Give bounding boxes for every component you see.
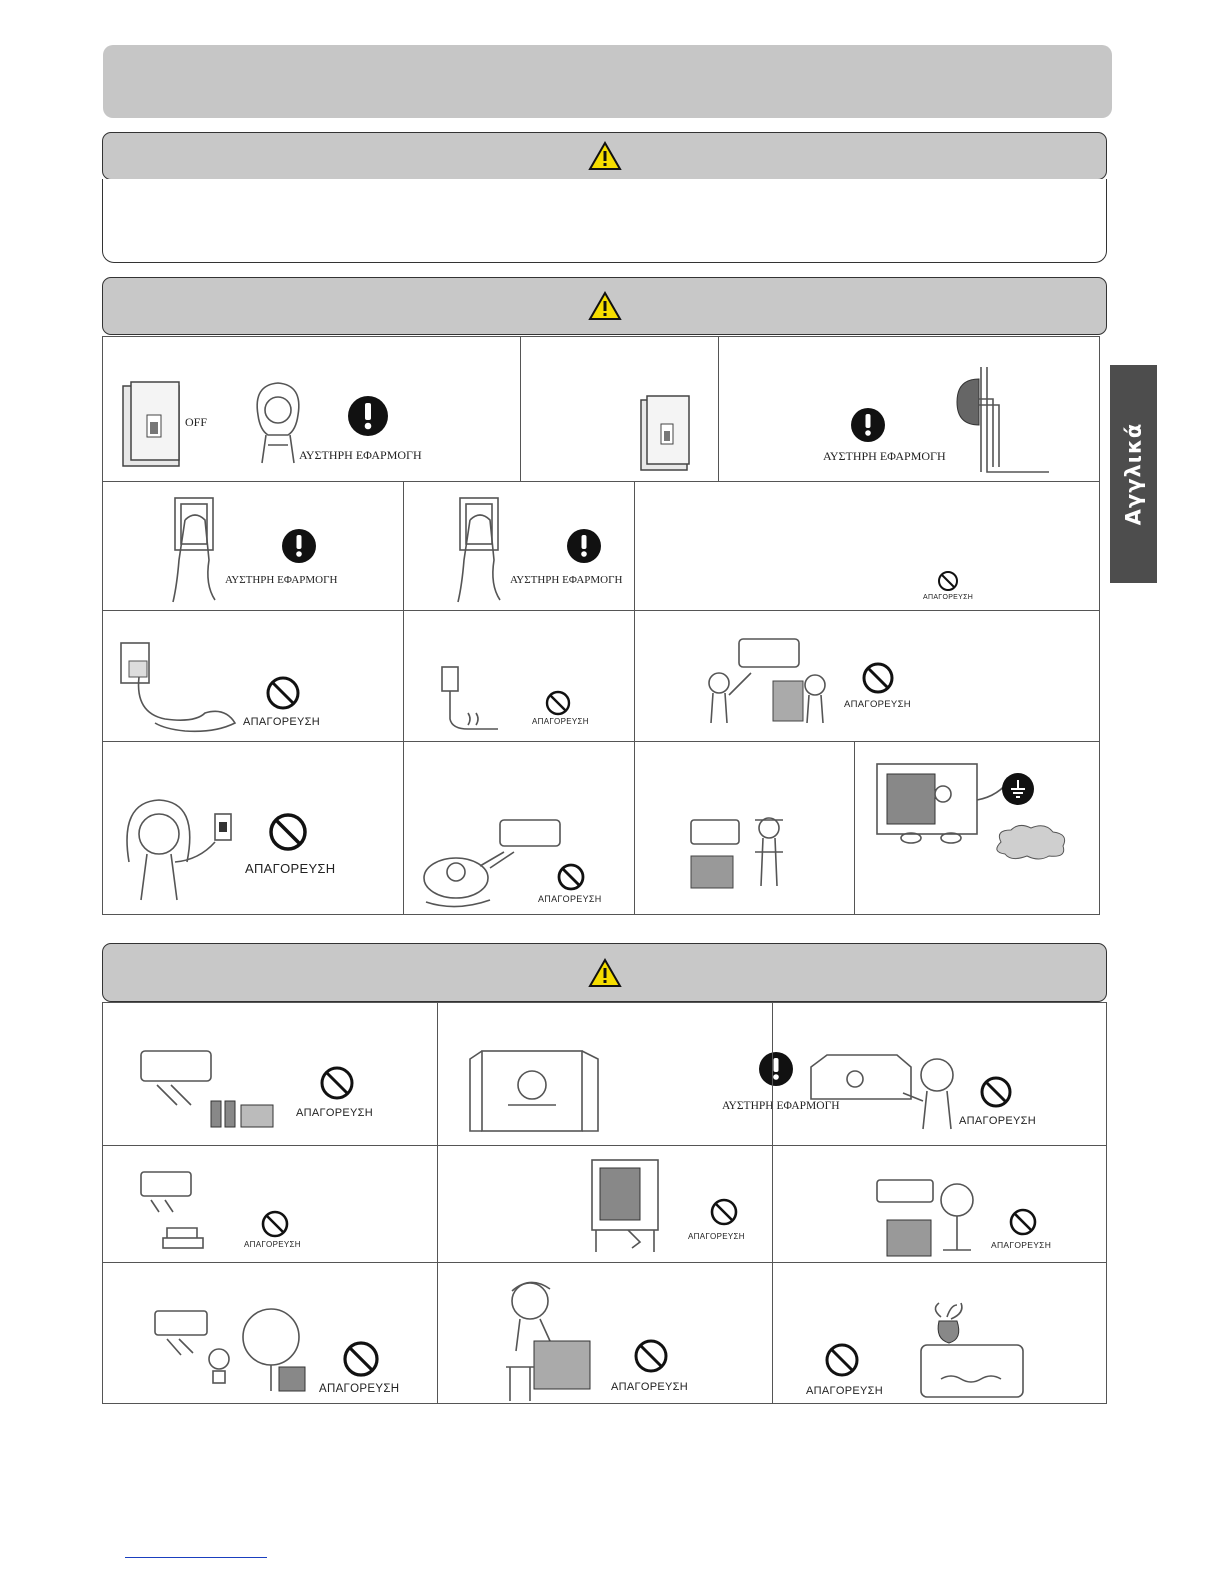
- prohibited-circle-icon: [1009, 1208, 1041, 1240]
- prohibited-label: ΑΠΑΓΟΡΕΥΣΗ: [538, 894, 602, 904]
- prohibited-label: ΑΠΑΓΟΡΕΥΣΗ: [923, 594, 974, 601]
- cell-damaged-stand: [437, 1145, 773, 1263]
- prohibited-label: ΑΠΑΓΟΡΕΥΣΗ: [611, 1381, 688, 1393]
- cell-girl-plug: [102, 741, 404, 915]
- prohibited-label: ΑΠΑΓΟΡΕΥΣΗ: [959, 1115, 1036, 1127]
- footer-link-underline: [125, 1557, 267, 1558]
- prohibited-circle-icon: [266, 676, 302, 712]
- prohibited-label: ΑΠΑΓΟΡΕΥΣΗ: [319, 1383, 400, 1395]
- prohibited-label: ΑΠΑΓΟΡΕΥΣΗ: [806, 1385, 883, 1397]
- cell-child-unit: [772, 1002, 1107, 1146]
- prohibited-label: ΑΠΑΓΟΡΕΥΣΗ: [844, 699, 911, 710]
- cell-window: [437, 1002, 840, 1146]
- mandatory-label: ΑΥΣΤΗΡΗ ΕΦΑΡΜΟΓΗ: [722, 1100, 840, 1112]
- circuit-breaker-icon: [639, 394, 699, 474]
- prohibited-label: ΑΠΑΓΟΡΕΥΣΗ: [688, 1232, 745, 1241]
- prohibited-circle-icon: [825, 1343, 863, 1381]
- section-2-header: [102, 277, 1107, 335]
- cell-heater: [102, 1145, 438, 1263]
- child-ac-unit-icon: [807, 1045, 967, 1135]
- language-tab-label: Αγγλικά: [1121, 422, 1146, 526]
- prohibited-circle-icon: [343, 1341, 383, 1381]
- prohibited-circle-icon: [710, 1198, 742, 1230]
- page-title-bar: [103, 45, 1112, 118]
- prohibited-circle-icon: [634, 1339, 672, 1377]
- mandatory-exclamation-icon: [347, 395, 389, 437]
- prohibited-label: ΑΠΑΓΟΡΕΥΣΗ: [532, 717, 589, 726]
- prohibited-circle-icon: [319, 1065, 359, 1105]
- wall-pipe-icon: [949, 357, 1039, 477]
- prohibited-circle-icon: [545, 690, 575, 720]
- prohibited-circle-icon: [268, 812, 310, 854]
- cell-climb-unit: [437, 1262, 773, 1404]
- cell-wall-pipe: [718, 336, 1100, 482]
- plants-outdoor-unit-icon: [873, 1174, 983, 1264]
- cord-heat-icon: [438, 663, 508, 743]
- mandatory-label: ΑΥΣΤΗΡΗ ΕΦΑΡΜΟΓΗ: [510, 574, 623, 586]
- cell-plants-draft: [102, 1262, 438, 1404]
- prohibited-label: ΑΠΑΓΟΡΕΥΣΗ: [243, 716, 320, 728]
- prohibited-label: ΑΠΑΓΟΡΕΥΣΗ: [991, 1240, 1052, 1250]
- warning-triangle-icon: [588, 958, 622, 988]
- prohibited-circle-icon: [979, 1075, 1017, 1113]
- prohibited-circle-icon: [556, 862, 590, 896]
- cell-text-prohibited: [634, 481, 1100, 611]
- installer-unit-icon: [689, 812, 799, 892]
- ac-food-icon: [137, 1045, 287, 1135]
- prohibited-circle-icon: [861, 661, 897, 697]
- language-side-tab[interactable]: [1110, 365, 1157, 583]
- cell-plants-unit: [772, 1145, 1107, 1263]
- cell-vase-unit: [772, 1262, 1107, 1404]
- cell-kids-unit: [634, 610, 1100, 742]
- circuit-breaker-icon: [121, 380, 191, 470]
- cell-installer: [634, 741, 855, 915]
- warning-triangle-icon: [588, 141, 622, 171]
- section-3-grid: [102, 1002, 1107, 1404]
- mandatory-label: ΑΥΣΤΗΡΗ ΕΦΑΡΜΟΓΗ: [823, 449, 946, 463]
- cell-breaker-off: [102, 336, 521, 482]
- prohibited-circle-icon: [937, 570, 961, 594]
- off-label: OFF: [185, 415, 208, 429]
- girl-pulling-plug-icon: [119, 782, 249, 902]
- damaged-stand-icon: [588, 1156, 668, 1256]
- mandatory-exclamation-icon: [281, 528, 323, 570]
- cell-plug-1: [102, 481, 404, 611]
- vase-on-unit-icon: [921, 1299, 1031, 1399]
- mandatory-label: ΑΥΣΤΗΡΗ ΕΦΑΡΜΟΓΗ: [299, 448, 422, 462]
- coiled-cord-icon: [115, 633, 245, 738]
- ac-plants-icon: [151, 1297, 321, 1397]
- cell-plug-2: [403, 481, 635, 611]
- section-2-grid: [102, 336, 1100, 915]
- section-3-header: [102, 943, 1107, 1002]
- prohibited-label: ΑΠΑΓΟΡΕΥΣΗ: [245, 861, 336, 876]
- hand-plug-icon: [165, 490, 235, 610]
- mandatory-exclamation-icon: [566, 528, 608, 570]
- cell-baby-draft: [403, 741, 635, 915]
- open-window-icon: [468, 1045, 608, 1135]
- cell-cord-heat: [403, 610, 635, 742]
- hand-plug-icon: [450, 490, 520, 610]
- speech-cloud-icon: [991, 822, 1071, 862]
- cell-ground: [854, 741, 1100, 915]
- warning-triangle-icon: [588, 291, 622, 321]
- mandatory-label: ΑΥΣΤΗΡΗ ΕΦΑΡΜΟΓΗ: [225, 574, 338, 586]
- section-1-header: [102, 132, 1107, 180]
- kids-ac-unit-icon: [699, 633, 839, 733]
- ac-heater-icon: [137, 1168, 227, 1258]
- cell-coiled-cord: [102, 610, 404, 742]
- prohibited-label: ΑΠΑΓΟΡΕΥΣΗ: [244, 1240, 301, 1249]
- cell-breaker: [520, 336, 719, 482]
- child-climbing-unit-icon: [490, 1271, 600, 1401]
- prohibited-circle-icon: [261, 1210, 291, 1240]
- prohibited-label: ΑΠΑΓΟΡΕΥΣΗ: [296, 1107, 373, 1119]
- cell-food-draft: [102, 1002, 438, 1146]
- section-1-body: [102, 179, 1107, 263]
- ground-earth-icon: [1001, 772, 1037, 808]
- mandatory-exclamation-icon: [850, 407, 892, 449]
